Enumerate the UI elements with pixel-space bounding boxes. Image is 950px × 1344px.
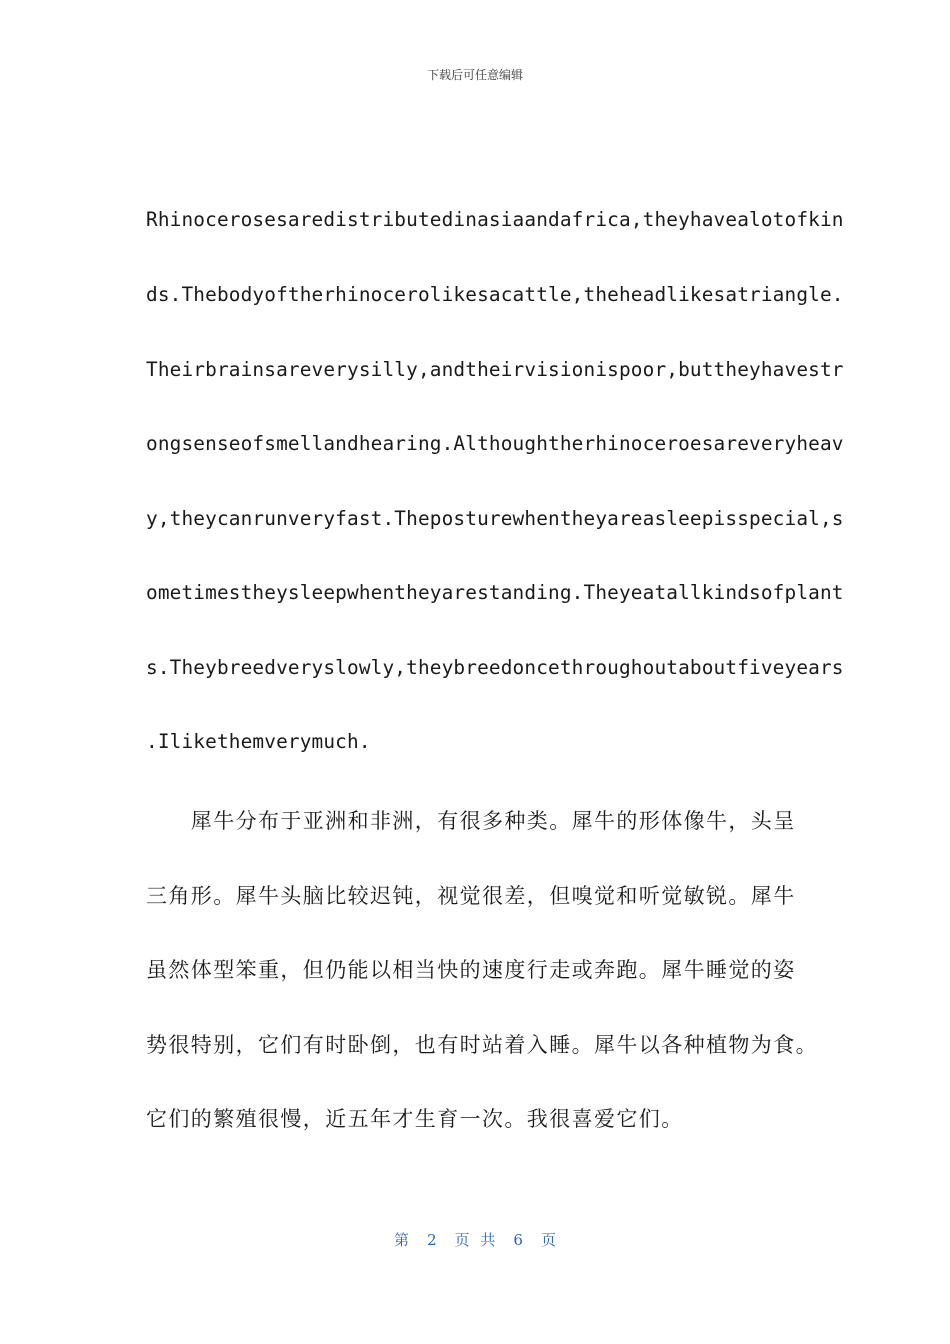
english-paragraph-line: Rhinocerosesaredistributedinasiaandafrica,theyhavealotofkin: [146, 208, 844, 231]
english-paragraph-line: ds.Thebodyoftherhinocerolikesacattle,theheadlikesatriangle.: [146, 283, 844, 306]
chinese-paragraph-line: 势很特别，它们有时卧倒，也有时站着入睡。犀牛以各种植物为食。: [146, 1033, 818, 1057]
footer-ye: 页: [540, 1231, 556, 1249]
chinese-paragraph-line: 虽然体型笨重，但仍能以相当快的速度行走或奔跑。犀牛睡觉的姿: [146, 958, 796, 982]
page-number-footer: [0, 1229, 950, 1250]
english-paragraph-line: Theirbrainsareverysilly,andtheirvisionispoor,buttheyhavestr: [146, 358, 844, 381]
total-page-number: 6: [513, 1231, 523, 1249]
chinese-paragraph-line: 三角形。犀牛头脑比较迟钝，视觉很差，但嗅觉和听觉敏锐。犀牛: [146, 884, 796, 908]
footer-di: 第: [394, 1231, 410, 1249]
english-paragraph-line: ongsenseofsmellandhearing.Althoughtherhinoceroesareveryheav: [146, 432, 844, 455]
english-paragraph-line: y,theycanrunveryfast.Theposturewhentheyareasleepisspecial,s: [146, 507, 844, 530]
chinese-paragraph-line: 犀牛分布于亚洲和非洲，有很多种类。犀牛的形体像牛，头呈: [146, 809, 796, 833]
english-paragraph-line: ometimestheysleepwhentheyarestanding.Theyeatallkindsofplant: [146, 581, 844, 604]
chinese-paragraph-line: 它们的繁殖很慢，近五年才生育一次。我很喜爱它们。: [146, 1107, 684, 1131]
english-paragraph-line: s.Theybreedveryslowly,theybreedoncethroughoutaboutfiveyears: [146, 656, 844, 679]
page-header: 下载后可任意编辑: [426, 68, 523, 82]
current-page-number: 2: [427, 1231, 437, 1249]
english-paragraph-line: .Ilikethemverymuch.: [146, 730, 371, 753]
footer-ye-gong: 页 共: [454, 1231, 496, 1249]
